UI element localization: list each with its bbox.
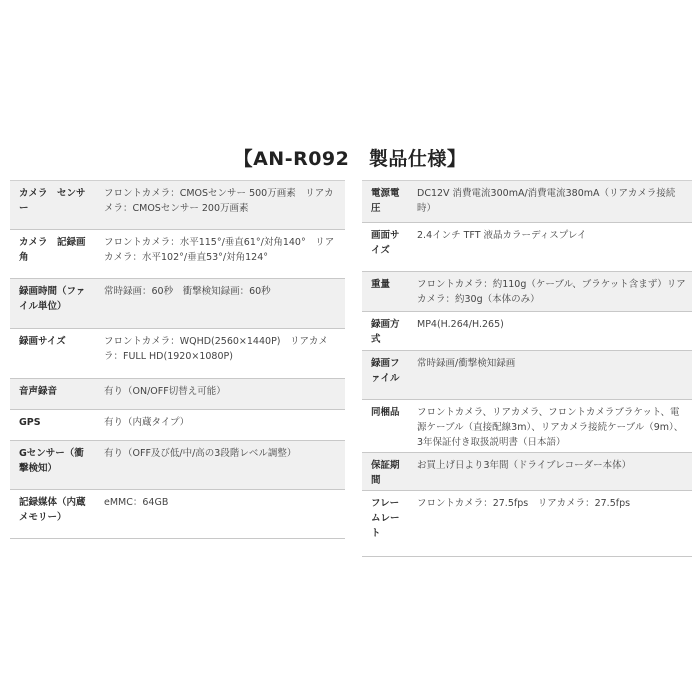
spec-label: 重量 [362, 272, 408, 312]
spec-value: 有り（ON/OFF切替え可能） [95, 379, 345, 410]
spec-label: フレームレート [371, 498, 400, 539]
spec-label: 録画サイズ [19, 336, 66, 347]
page-title: 【AN-R092 製品仕様】 [233, 148, 467, 170]
spec-value: フロントカメラ：27.5fps リアカメラ：27.5fps [417, 498, 631, 509]
spec-row-format [362, 312, 692, 351]
spec-row-weight [362, 272, 692, 312]
spec-value: DC12V 消費電流300mA/消費電流380mA（リアカメラ接続時） [408, 181, 692, 223]
spec-label: 電源電圧 [362, 181, 408, 223]
spec-label: 録画時間（ファイル単位） [10, 279, 95, 329]
spec-label: 画面サイズ [371, 230, 400, 256]
spec-row-files [362, 351, 692, 400]
spec-label: Gセンサー（衝撃検知） [10, 441, 95, 490]
spec-label: 音声録音 [10, 379, 95, 410]
spec-row-record-size [10, 329, 345, 379]
spec-label: 録画方式 [371, 319, 400, 345]
spec-table-left [10, 180, 345, 539]
spec-value: 有り（内蔵タイプ） [104, 417, 190, 428]
spec-row-camera-angle [10, 230, 345, 279]
spec-row-gps [10, 410, 345, 441]
spec-row-power [362, 181, 692, 223]
spec-label: 記録媒体（内蔵メモリー） [19, 497, 86, 523]
spec-value: お買上げ日より3年間（ドライブレコーダー本体） [408, 453, 692, 491]
spec-value: フロントカメラ：CMOSセンサー 500万画素 リアカメラ：CMOSセンサー 200万画素 [95, 181, 345, 230]
spec-value: eMMC：64GB [104, 497, 169, 508]
spec-value: 常時録画/衝撃検知録画 [408, 351, 692, 400]
spec-row-camera-sensor [10, 181, 345, 230]
spec-value: フロントカメラ、リアカメラ、フロントカメラブラケット、電源ケーブル（直接配線3m）、リアカメラ接続ケーブル（9m）、3年保証付き取扱説明書（日本語） [417, 407, 684, 448]
spec-row-framerate [362, 491, 692, 557]
spec-row-screen [362, 223, 692, 272]
spec-label: 録画ファイル [362, 351, 408, 400]
spec-row-audio [10, 379, 345, 410]
spec-table-right [362, 180, 692, 557]
spec-row-warranty [362, 453, 692, 491]
spec-value: 有り（OFF及び低/中/高の3段階レベル調整） [95, 441, 345, 490]
spec-value: フロントカメラ：WQHD(2560×1440P) リアカメラ：FULL HD(1920×1080P) [104, 336, 328, 362]
spec-value: フロントカメラ：水平115°/垂直61°/対角140° リアカメラ：水平102°/垂直53°/対角124° [104, 237, 335, 263]
spec-row-storage [10, 490, 345, 539]
spec-value: 常時録画：60秒 衝撃検知録画：60秒 [95, 279, 345, 329]
spec-value: 2.4インチ TFT 液晶カラーディスプレイ [417, 230, 587, 241]
spec-row-record-time [10, 279, 345, 329]
spec-row-gsensor [10, 441, 345, 490]
spec-label: GPS [19, 417, 41, 428]
spec-label: カメラ センサー [10, 181, 95, 230]
spec-value: フロントカメラ：約110g（ケーブル、ブラケット含まず）リアカメラ：約30g（本体のみ） [408, 272, 692, 312]
spec-label: 保証期間 [362, 453, 408, 491]
spec-label: 同梱品 [371, 407, 400, 418]
spec-row-contents [362, 400, 692, 453]
spec-label: カメラ 記録画角 [19, 237, 86, 263]
spec-value: MP4(H.264/H.265) [417, 319, 504, 330]
